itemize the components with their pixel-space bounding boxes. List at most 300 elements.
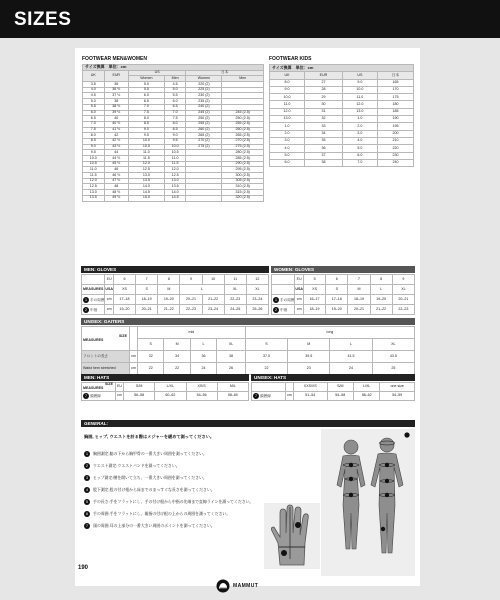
cell: 16–17: [303, 295, 325, 305]
table-cell: 10.0: [164, 144, 186, 150]
gloves-women-usa: XS: [303, 285, 325, 295]
table-cell: 44 ⅔: [104, 156, 128, 162]
table-cell: 28: [305, 86, 343, 93]
table-cell: 170: [377, 86, 413, 93]
col-jp-women: Women: [186, 76, 222, 82]
table-cell: 7.0: [342, 159, 377, 166]
gloves-women-eu: 8: [370, 275, 392, 285]
table-cell: 8.5: [164, 127, 186, 133]
table-cell: 2.0: [342, 123, 377, 130]
table-cell: 11.0: [164, 156, 186, 162]
table-cell: 195: [377, 123, 413, 130]
gaiters-group-long: long: [245, 327, 414, 339]
kids-col-jp: 日本: [377, 72, 413, 79]
page-number: 190: [78, 565, 89, 571]
table-cell: 255 (2.5): [222, 121, 264, 127]
col-eur: EUR: [104, 70, 128, 81]
number-badge: 2: [85, 307, 87, 312]
footwear-men-women-table: [82, 64, 264, 202]
table-cell: 46 ⅔: [104, 173, 128, 179]
table-cell: 9.5: [128, 133, 164, 139]
table-cell: 5.0: [342, 145, 377, 152]
cell: 19–20: [370, 295, 392, 305]
table-cell: 43 ⅓: [104, 144, 128, 150]
table-cell: 10.0: [270, 94, 305, 101]
instruction-text: ウエスト測定:ウエストバンドを測ってください。: [93, 463, 180, 469]
number-badge: 7: [86, 524, 88, 528]
cell: 36: [190, 351, 216, 363]
table-cell: 260 (2): [186, 127, 222, 133]
table-row: [270, 145, 414, 152]
gloves-women-blank: [272, 275, 295, 285]
table-cell: 44: [104, 150, 128, 156]
table-row: [270, 108, 414, 115]
hats-women-eu: [286, 383, 294, 392]
number-badge: 7: [85, 394, 87, 398]
table-cell: 12.0: [342, 101, 377, 108]
cell: 39.5: [288, 351, 330, 363]
footwear-kids-title: FOOTWEAR KIDS: [269, 56, 312, 62]
gaiters-group-mid: mid: [138, 327, 246, 339]
cell: 24: [190, 363, 216, 375]
table-cell: 12.5: [128, 167, 164, 173]
table-cell: 290 (2.5): [222, 161, 264, 167]
table-cell: 3.0: [342, 130, 377, 137]
gaiters-row-label: Waist hem stretched: [82, 363, 130, 375]
table-cell: 10.5: [83, 161, 105, 167]
hats-size: S/M: [124, 383, 155, 392]
table-cell: 1.0: [342, 116, 377, 123]
col-us-women: Women: [128, 76, 164, 82]
cell: 22–23: [392, 305, 414, 315]
cell: 25: [372, 363, 414, 375]
hats-size: L/XL: [353, 383, 379, 392]
table-cell: 13.0: [128, 173, 164, 179]
cell: 19–20: [113, 305, 135, 315]
mammoth-icon: [215, 579, 231, 593]
table-cell: 8.0: [164, 121, 186, 127]
table-cell: 3.5: [83, 82, 105, 88]
gaiters-size: L: [330, 339, 372, 351]
cell: 24: [330, 363, 372, 375]
table-cell: 12.0: [270, 108, 305, 115]
table-cell: 190: [377, 116, 413, 123]
table-cell: 38: [305, 159, 343, 166]
table-cell: 11.0: [342, 94, 377, 101]
cell: 22: [245, 363, 287, 375]
mammut-logo: [215, 579, 281, 593]
page-header: [0, 0, 500, 38]
hats-women-blank: [252, 383, 286, 392]
table-row: [270, 116, 414, 123]
number-badge: 6: [86, 512, 88, 516]
col-uk: UK: [83, 70, 105, 81]
gloves-men-eu: 8: [158, 275, 180, 285]
instruction-text: 股下測定:股の付け根から床までのまっすぐな長さを測ってください。: [93, 487, 215, 493]
unit-label: サイズ換算 単位：cm: [83, 65, 264, 71]
size-chart-sheet: [75, 48, 420, 586]
table-cell: 240 (2): [186, 104, 222, 110]
table-cell: 12.5: [83, 184, 105, 190]
table-cell: 8.0: [83, 133, 105, 139]
cell: 54–56: [186, 392, 217, 401]
unisex-hats-table: [251, 382, 415, 401]
table-cell: 13.0: [164, 178, 186, 184]
table-cell: 6.0: [164, 99, 186, 105]
gaiters-unit-blank: [130, 327, 138, 351]
table-cell: 38 ⅔: [104, 104, 128, 110]
table-cell: 9.0: [342, 79, 377, 86]
unit: cm: [286, 392, 294, 401]
men-gloves-table: [81, 274, 269, 315]
table-row: [270, 123, 414, 130]
cell: 22–23: [224, 295, 246, 305]
gloves-women-usa: XL: [392, 285, 414, 295]
table-cell: 305 (2.5): [222, 178, 264, 184]
table-cell: 10.5: [128, 144, 164, 150]
gloves-men-eu-label: EU: [105, 275, 114, 285]
table-cell: 6.5: [164, 104, 186, 110]
hats-women-row-label: [252, 392, 286, 401]
table-cell: 37: [305, 152, 343, 159]
cell: 17–18: [326, 295, 348, 305]
number-badge: 1: [275, 297, 277, 302]
table-cell: 7.5: [128, 110, 164, 116]
gloves-men-eu: 7: [136, 275, 158, 285]
table-cell: 3.0: [270, 137, 305, 144]
table-cell: 5.5: [83, 104, 105, 110]
table-cell: 5.0: [270, 152, 305, 159]
gaiters-size: M: [164, 339, 190, 351]
instruction-text: ヒップ測定:腰を開いて立ち、一番大きい周囲を測ってください。: [93, 475, 207, 481]
cell: 23: [288, 363, 330, 375]
gaiters-size: M: [288, 339, 330, 351]
cell: 21–22: [202, 295, 224, 305]
table-cell: 7.0: [128, 104, 164, 110]
table-cell: 5.5: [164, 93, 186, 99]
table-cell: 9.0: [128, 127, 164, 133]
table-cell: 8.0: [128, 116, 164, 122]
table-row: [270, 86, 414, 93]
hats-size-label: SIZE: [105, 382, 113, 387]
gloves-men-blank: [82, 275, 105, 285]
logo-text: MAMMUT: [233, 583, 259, 589]
table-cell: 14.0: [128, 184, 164, 190]
table-row: [270, 152, 414, 159]
gaiters-size: XL: [372, 339, 414, 351]
table-cell: 13.5: [128, 178, 164, 184]
table-cell: 10.5: [164, 150, 186, 156]
table-cell: 7.0: [164, 110, 186, 116]
table-cell: 300 (2.5): [222, 173, 264, 179]
number-badge: 5: [86, 500, 88, 504]
table-cell: 13.5: [164, 184, 186, 190]
table-cell: 37 ⅓: [104, 93, 128, 99]
table-cell: 5.0: [83, 99, 105, 105]
table-cell: 33: [305, 123, 343, 130]
cell: 17–18: [113, 295, 135, 305]
gaiters-size: S: [138, 339, 164, 351]
table-cell: 6.5: [128, 99, 164, 105]
gloves-men-usa-label: USA: [105, 285, 114, 295]
gloves-men-usa: M: [158, 285, 180, 295]
unisex-hats-bar: UNISEX: HATS: [251, 374, 415, 381]
kids-col-eur: EUR: [305, 72, 343, 79]
gloves-women-eu: 6: [326, 275, 348, 285]
gaiters-measures-label: MEASURES: [83, 337, 104, 342]
hats-size: S/M: [327, 383, 353, 392]
number-badge: 2: [86, 464, 88, 468]
cell: 23–24: [202, 305, 224, 315]
gloves-men-usa: L: [180, 285, 224, 295]
table-cell: 9.0: [270, 86, 305, 93]
gloves-women-row-label: [272, 305, 295, 315]
cell: 22: [138, 363, 164, 375]
unit: cm: [295, 305, 304, 315]
table-cell: 9.5: [83, 150, 105, 156]
number-badge: 3: [86, 476, 88, 480]
hats-size: XS/S: [186, 383, 217, 392]
table-cell: 36: [305, 145, 343, 152]
row-label-text: 手の周囲: [90, 297, 105, 302]
general-section: [81, 420, 415, 576]
table-cell: 12.0: [128, 161, 164, 167]
gloves-women-eu: 9: [392, 275, 414, 285]
table-cell: 220: [377, 145, 413, 152]
row-label-text: 頭囲線: [260, 393, 271, 398]
cell: 58–60: [217, 392, 248, 401]
table-cell: 4.5: [83, 93, 105, 99]
cell: 20–21: [136, 305, 158, 315]
instruction-item: [84, 451, 207, 457]
gloves-men-measures: MEASURES: [82, 285, 105, 295]
cell: 54–59: [380, 392, 415, 401]
instruction-text: 手の長さ:手をフラットにし、手の付け根から中指の先端まで直線ラインを測ってください。: [93, 499, 254, 505]
kids-col-us: US: [342, 72, 377, 79]
table-cell: 4.0: [270, 145, 305, 152]
gloves-men-eu: 11: [224, 275, 246, 285]
cell: 19–20: [158, 295, 180, 305]
table-cell: 6.0: [128, 93, 164, 99]
gloves-women-usa-label: USA: [295, 285, 304, 295]
table-cell: 230: [377, 152, 413, 159]
table-cell: 40: [104, 116, 128, 122]
table-cell: 13.0: [83, 190, 105, 196]
table-cell: 11.0: [270, 101, 305, 108]
women-gloves-table: [271, 274, 415, 315]
table-cell: 265 (2): [186, 133, 222, 139]
gloves-women-usa: M: [348, 285, 370, 295]
gloves-men-eu: 10: [202, 275, 224, 285]
table-cell: 165: [377, 79, 413, 86]
cell: 41.5: [330, 351, 372, 363]
hats-measures-label: MEASURES: [83, 386, 104, 390]
table-cell: 48: [104, 184, 128, 190]
table-cell: 13.0: [342, 108, 377, 115]
table-cell: 32: [305, 116, 343, 123]
table-cell: 1.0: [270, 123, 305, 130]
gaiters-size: XL: [217, 339, 246, 351]
table-row: [270, 94, 414, 101]
table-cell: 11.0: [83, 167, 105, 173]
table-cell: 11.0: [128, 150, 164, 156]
unit: cm: [130, 351, 138, 363]
table-cell: 10.0: [342, 86, 377, 93]
col-us: US: [128, 70, 186, 76]
hats-men-row-label: [82, 392, 116, 401]
row-label-text: 中指: [280, 307, 288, 312]
hand-icon: [264, 503, 320, 569]
instruction-item: [84, 487, 215, 493]
gloves-women-usa: S: [326, 285, 348, 295]
unit: cm: [105, 295, 114, 305]
gloves-men-row-label: [82, 305, 105, 315]
cell: 18–19: [136, 295, 158, 305]
table-cell: 41 ⅓: [104, 127, 128, 133]
table-cell: 6.0: [342, 152, 377, 159]
gloves-men-usa: XL: [246, 285, 268, 295]
cell: 54–58: [327, 392, 353, 401]
cell: 26: [217, 363, 246, 375]
number-badge: 2: [275, 307, 277, 312]
table-cell: 250 (2): [186, 116, 222, 122]
gaiters-table: [81, 326, 415, 375]
row-label-text: 頭囲線: [90, 393, 101, 398]
gloves-men-eu: 9: [180, 275, 202, 285]
hats-size: XXS/XS: [294, 383, 328, 392]
footwear-men-women-title: FOOTWEAR MEN&WOMEN: [82, 56, 147, 62]
cell: 22–23: [180, 305, 202, 315]
cell: 20–21: [392, 295, 414, 305]
cell: 23–24: [246, 295, 268, 305]
table-cell: 240: [377, 159, 413, 166]
cell: 51–54: [294, 392, 328, 401]
table-cell: 6.5: [83, 116, 105, 122]
table-cell: 39 ⅓: [104, 110, 128, 116]
cell: 22: [164, 363, 190, 375]
table-cell: [186, 195, 222, 201]
cell: 20–21: [180, 295, 202, 305]
hats-men-size-measures: [82, 383, 116, 392]
number-badge: 4: [86, 488, 88, 492]
cell: 25–26: [246, 305, 268, 315]
table-cell: 36 ⅔: [104, 87, 128, 93]
table-cell: 31: [305, 108, 343, 115]
men-hats-bar: MEN: HATS: [81, 374, 249, 381]
table-cell: 42 ⅔: [104, 138, 128, 144]
table-cell: 180: [377, 101, 413, 108]
table-cell: 285 (2.5): [222, 156, 264, 162]
table-cell: 9.5: [164, 138, 186, 144]
gloves-men-usa: XL: [224, 285, 246, 295]
table-cell: 235 (2): [186, 99, 222, 105]
instruction-text: 胸囲測定:脇の下から胸甲骨の一番大きい周囲を測ってください。: [93, 451, 207, 457]
table-cell: 6.0: [270, 159, 305, 166]
body-measurement-illustration: [321, 429, 415, 576]
table-cell: 5.0: [128, 82, 164, 88]
hats-size: one size: [380, 383, 415, 392]
table-cell: 4.5: [164, 82, 186, 88]
table-cell: 280 (2.5): [222, 150, 264, 156]
page-title: SIZES: [14, 9, 72, 30]
gloves-men-eu: 12: [246, 275, 268, 285]
table-cell: 42: [104, 133, 128, 139]
table-cell: 40 ⅔: [104, 121, 128, 127]
instruction-item: [84, 523, 215, 529]
cell: 18–19: [348, 295, 370, 305]
table-cell: 275 (2): [186, 144, 222, 150]
table-cell: 30: [305, 101, 343, 108]
cell: 58–62: [353, 392, 379, 401]
table-cell: 2.0: [270, 130, 305, 137]
table-cell: 11.5: [164, 161, 186, 167]
table-cell: 12.0: [83, 178, 105, 184]
table-cell: 14.5: [164, 195, 186, 201]
instruction-text: 頭の周囲:耳の上部分の一番大きい周囲のポイントを測ってください。: [93, 523, 215, 529]
cell: 34: [164, 351, 190, 363]
table-cell: 45 ⅓: [104, 161, 128, 167]
table-cell: 5.0: [164, 87, 186, 93]
instruction-item: [84, 499, 253, 505]
table-cell: 47 ⅓: [104, 178, 128, 184]
women-gloves-bar: WOMEN: GLOVES: [271, 266, 415, 273]
table-cell: 9.0: [164, 133, 186, 139]
table-cell: 9.0: [83, 144, 105, 150]
number-badge: 1: [85, 297, 87, 302]
table-cell: 7.5: [83, 127, 105, 133]
row-label-text: 中指: [90, 307, 98, 312]
table-cell: 5.5: [128, 87, 164, 93]
table-cell: 34: [305, 130, 343, 137]
table-cell: 250 (2.5): [222, 116, 264, 122]
table-row: [270, 101, 414, 108]
table-cell: 8.5: [128, 121, 164, 127]
men-gloves-bar: MEN: GLOVES: [81, 266, 269, 273]
cell: 21–22: [158, 305, 180, 315]
men-hats-table: [81, 382, 249, 401]
table-cell: 46: [104, 167, 128, 173]
table-cell: 27: [305, 79, 343, 86]
table-row: [83, 195, 264, 201]
table-cell: 10.0: [83, 156, 105, 162]
table-cell: 14.5: [128, 190, 164, 196]
col-jp-men: Men: [222, 76, 264, 82]
cell: 24–25: [224, 305, 246, 315]
table-row: [270, 159, 414, 166]
table-row: [270, 130, 414, 137]
hats-men-eu: EU: [116, 383, 124, 392]
instruction-item: [84, 463, 180, 469]
table-cell: 11.5: [128, 156, 164, 162]
gloves-men-row-label: [82, 295, 105, 305]
gloves-men-usa: XS: [113, 285, 135, 295]
instruction-text: 手の周囲:手をフラットにし、親指の付け根の上からの周囲を測ってください。: [93, 511, 231, 517]
gaiters-size: S: [245, 339, 287, 351]
table-cell: 310 (2.5): [222, 184, 264, 190]
table-cell: 7.5: [164, 116, 186, 122]
row-label-text: 手の周囲: [280, 297, 295, 302]
table-cell: 270 (2): [186, 138, 222, 144]
general-title: GENERAL:: [81, 420, 415, 427]
table-cell: 295 (2.5): [222, 167, 264, 173]
table-cell: 220 (2): [186, 82, 222, 88]
unit: cm: [116, 392, 124, 401]
table-cell: 35: [305, 137, 343, 144]
cell: 38: [217, 351, 246, 363]
gaiters-size-label: SIZE: [119, 333, 127, 338]
cell: 37.5: [245, 351, 287, 363]
table-cell: 200: [377, 130, 413, 137]
